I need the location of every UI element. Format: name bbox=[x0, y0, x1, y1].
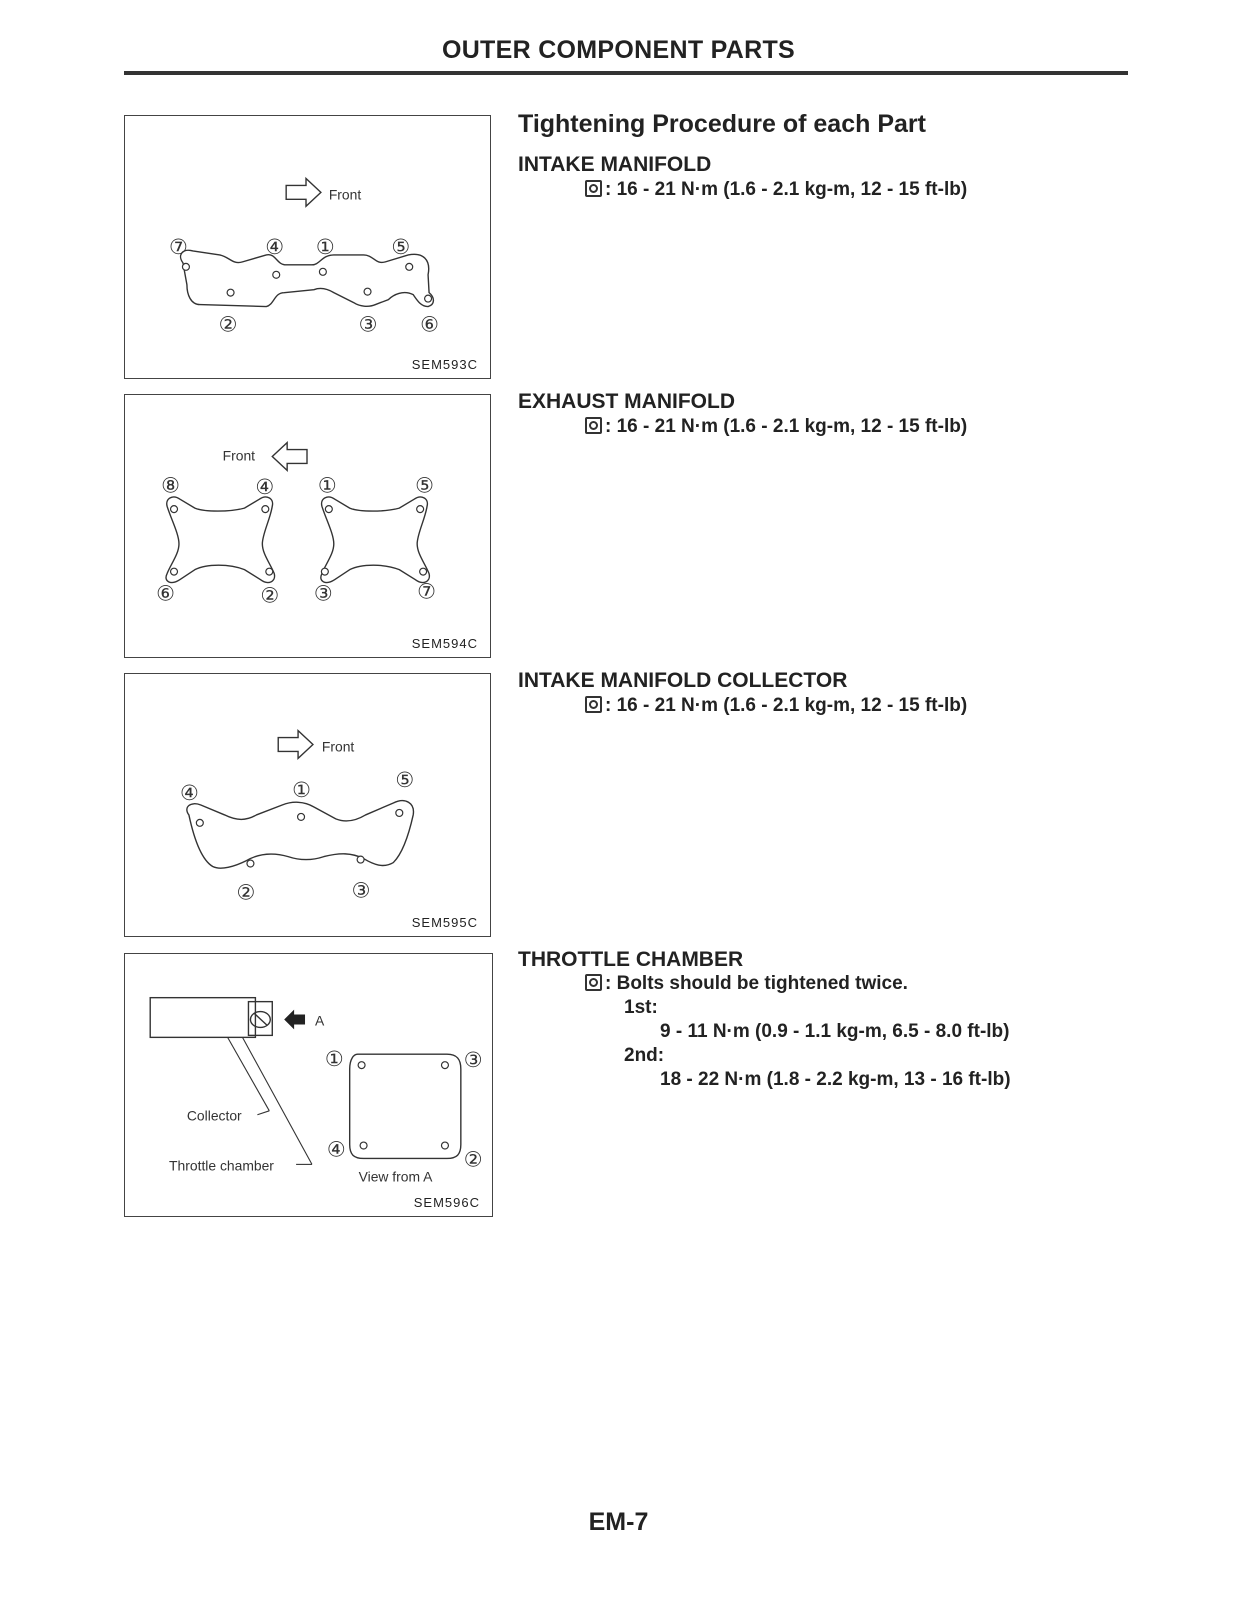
bolt-label: ① bbox=[315, 235, 335, 259]
intake-collector-diagram bbox=[125, 674, 490, 936]
throttle-chamber-diagram bbox=[125, 954, 492, 1216]
bolt-label: ⑤ bbox=[391, 235, 411, 259]
gasket-outline bbox=[187, 801, 414, 868]
torque-wrench-icon bbox=[585, 974, 602, 991]
collector-body bbox=[150, 998, 272, 1038]
page-header-title: OUTER COMPONENT PARTS bbox=[441, 36, 796, 64]
bolt-label: ① bbox=[292, 779, 311, 803]
figure-throttle-chamber bbox=[124, 953, 493, 1217]
section-title-intake-manifold: INTAKE MANIFOLD bbox=[518, 153, 712, 176]
bolt-label: ⑤ bbox=[415, 474, 434, 498]
collector-label: Collector bbox=[186, 1107, 242, 1124]
torque-wrench-icon bbox=[585, 417, 602, 434]
torque-spec-throttle-chamber: : Bolts should be tightened twice. bbox=[585, 973, 908, 995]
bolt-label: ⑥ bbox=[420, 313, 439, 337]
bolt-label: ⑤ bbox=[395, 769, 415, 793]
figure-code: SEM595C bbox=[411, 915, 478, 930]
bolt-holes bbox=[196, 809, 402, 867]
bolt-label: ② bbox=[260, 584, 280, 608]
exhaust-manifold-diagram bbox=[125, 395, 490, 657]
bolt-label: ① bbox=[324, 1048, 344, 1072]
bolt-holes bbox=[358, 1062, 448, 1149]
gasket-right bbox=[321, 497, 430, 582]
figure-code: SEM596C bbox=[413, 1195, 480, 1210]
bolt-label: ③ bbox=[351, 879, 371, 903]
bolt-label: ⑦ bbox=[169, 235, 188, 259]
bolt-label: ② bbox=[218, 313, 238, 337]
front-arrow-icon bbox=[286, 179, 321, 207]
front-arrow-icon bbox=[278, 731, 313, 759]
bolt-label: ② bbox=[236, 881, 256, 905]
bolt-label: ③ bbox=[313, 582, 333, 606]
figure-code: SEM593C bbox=[411, 357, 478, 372]
figure-intake-collector bbox=[124, 673, 491, 937]
step-value-second: 18 - 22 N·m (1.8 - 2.2 kg-m, 13 - 16 ft-lb) bbox=[660, 1069, 1011, 1090]
step-label-second: 2nd: bbox=[624, 1045, 665, 1066]
section-title-exhaust-manifold: EXHAUST MANIFOLD bbox=[518, 390, 735, 413]
bolt-label: ② bbox=[463, 1148, 483, 1172]
section-title-throttle-chamber: THROTTLE CHAMBER bbox=[518, 948, 744, 971]
step-value-first: 9 - 11 N·m (0.9 - 1.1 kg-m, 6.5 - 8.0 ft-lb) bbox=[660, 1021, 1010, 1042]
front-label: Front bbox=[321, 738, 355, 755]
bolt-holes bbox=[182, 263, 431, 302]
section-title-intake-collector: INTAKE MANIFOLD COLLECTOR bbox=[518, 669, 848, 692]
figure-exhaust-manifold bbox=[124, 394, 491, 658]
torque-spec-intake-collector: : 16 - 21 N·m (1.6 - 2.1 kg-m, 12 - 15 ft-lb) bbox=[585, 695, 967, 717]
intake-manifold-diagram bbox=[125, 116, 490, 378]
view-from-a-label: View from A bbox=[358, 1168, 433, 1185]
bolt-label: ④ bbox=[265, 235, 285, 259]
torque-spec-intake-manifold: : 16 - 21 N·m (1.6 - 2.1 kg-m, 12 - 15 ft-lb) bbox=[585, 179, 967, 201]
bolt-label: ⑦ bbox=[417, 580, 436, 604]
bolt-label: ③ bbox=[358, 313, 378, 337]
procedure-title: Tightening Procedure of each Part bbox=[518, 110, 926, 138]
header-rule bbox=[124, 71, 1128, 75]
bolt-label: ⑧ bbox=[161, 474, 180, 498]
front-label: Front bbox=[222, 447, 256, 464]
front-label: Front bbox=[328, 186, 362, 203]
bolt-label: ⑥ bbox=[156, 582, 175, 606]
bolt-label: ① bbox=[317, 474, 337, 498]
throttle-chamber-label: Throttle chamber bbox=[169, 1157, 274, 1174]
front-arrow-icon bbox=[272, 443, 307, 471]
bolt-label: ④ bbox=[179, 782, 199, 806]
torque-wrench-icon bbox=[585, 180, 602, 197]
bolt-sequence-labels bbox=[156, 474, 436, 607]
gasket-left bbox=[166, 497, 275, 582]
bolt-label: ④ bbox=[326, 1138, 346, 1162]
torque-spec-exhaust-manifold: : 16 - 21 N·m (1.6 - 2.1 kg-m, 12 - 15 ft-lb) bbox=[585, 416, 967, 438]
figure-intake-manifold bbox=[124, 115, 491, 379]
bolt-label: ④ bbox=[255, 476, 275, 500]
arrow-a-label: A bbox=[314, 1012, 325, 1029]
step-label-first: 1st: bbox=[624, 997, 658, 1018]
figure-code: SEM594C bbox=[411, 636, 478, 651]
bolt-sequence-labels bbox=[180, 769, 414, 904]
bolt-label: ③ bbox=[463, 1049, 483, 1073]
arrow-a-icon bbox=[284, 1010, 305, 1030]
leader-lines bbox=[228, 1037, 312, 1164]
bolt-sequence-labels bbox=[169, 236, 439, 336]
page-number: EM-7 bbox=[588, 1508, 649, 1536]
bolt-holes bbox=[171, 506, 427, 575]
torque-wrench-icon bbox=[585, 696, 602, 713]
